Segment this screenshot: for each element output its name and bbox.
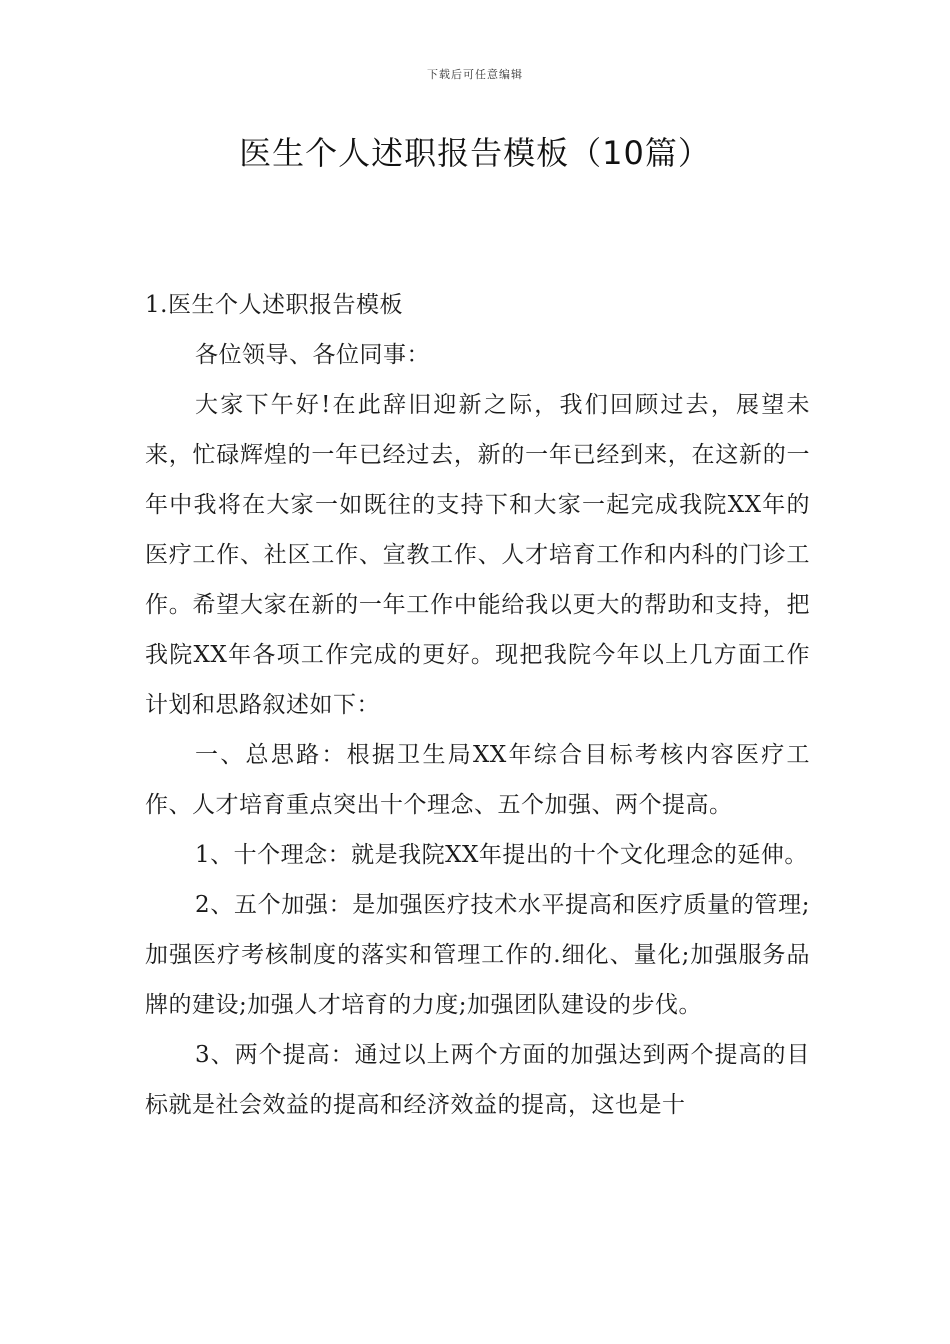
paragraph-general-idea: 一、总思路：根据卫生局XX年综合目标考核内容医疗工作、人才培育重点突出十个理念、五个加强、两个提高。	[145, 742, 810, 818]
paragraph-two-improvements: 3、两个提高：通过以上两个方面的加强达到两个提高的目标就是社会效益的提高和经济效益的提高，这也是十	[145, 1042, 810, 1118]
section-heading: 1.医生个人述职报告模板	[145, 292, 403, 318]
paragraph-five-strengthens: 2、五个加强：是加强医疗技术水平提高和医疗质量的管理;加强医疗考核制度的落实和管理工作的.细化、量化;加强服务品牌的建设;加强人才培育的力度;加强团队建设的步伐。	[145, 892, 810, 1018]
paragraph-ten-concepts: 1、十个理念：就是我院XX年提出的十个文化理念的延伸。	[195, 842, 808, 868]
document-body	[145, 280, 810, 1130]
document-title: 医生个人述职报告模板（10篇）	[239, 134, 711, 172]
header-note: 下载后可任意编辑	[427, 68, 523, 81]
paragraph-greeting: 各位领导、各位同事：	[195, 342, 430, 368]
paragraph-intro: 大家下午好!在此辞旧迎新之际，我们回顾过去，展望未来，忙碌辉煌的一年已经过去，新的一年已经到来，在这新的一年中我将在大家一如既往的支持下和大家一起完成我院XX年的医疗工作、社区工作、宣教工作、人才培育工作和内科的门诊工作。希望大家在新的一年工作中能给我以更大的帮助和支持，把我院XX年各项工作完成的更好。现把我院今年以上几方面工作计划和思路叙述如下：	[145, 392, 810, 718]
